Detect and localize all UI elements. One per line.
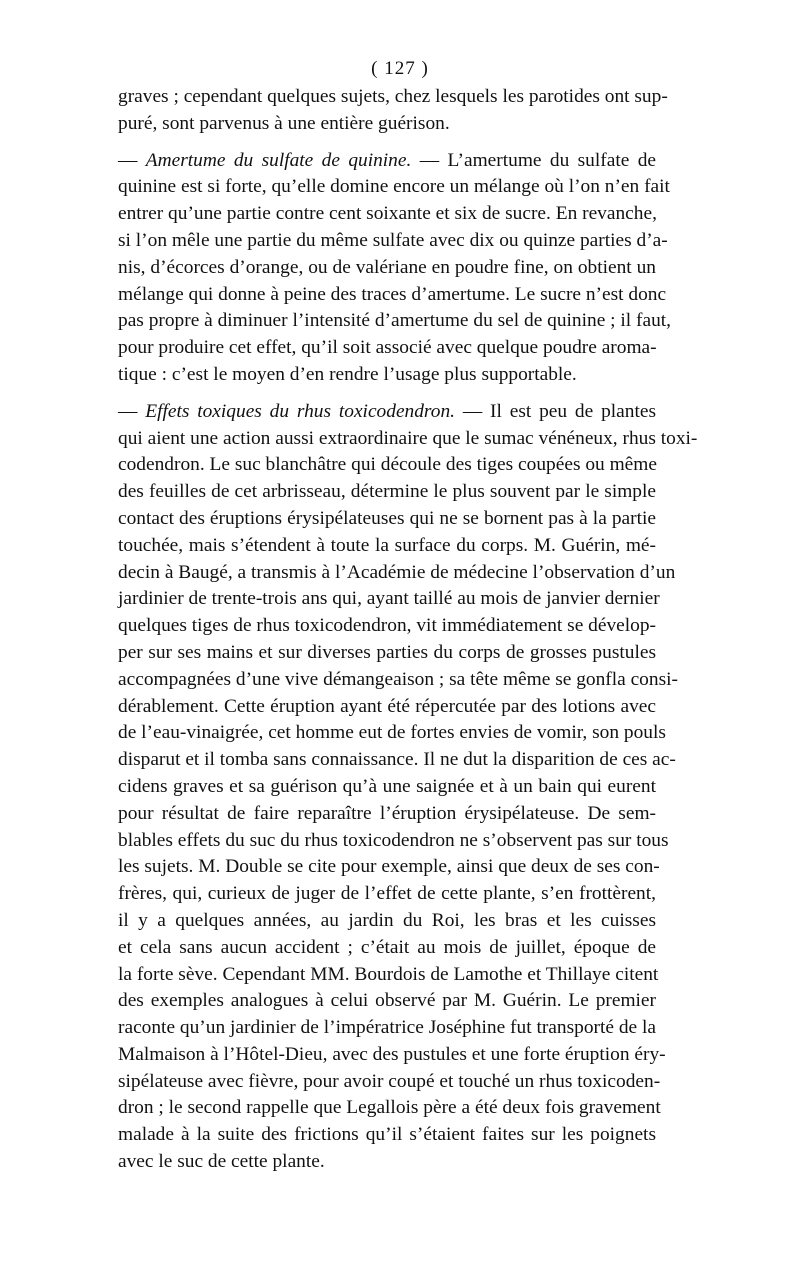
text-line: dérablement. Cette éruption ayant été répercutée par des lotions avec [118,695,656,717]
text-line: avec le suc de cette plante. [118,1151,325,1173]
text-line: contact des éruptions érysipélateuses qui ne se bornent pas à la partie [118,507,656,529]
paragraph-2 [118,148,672,389]
text-line: quinine est si forte, qu’elle domine encore un mélange où l’on n’en fait [118,176,670,198]
text-line: disparut et il tomba sans connaissance. Il ne dut la disparition de ces ac- [118,749,676,771]
text-line: blables effets du suc du rhus toxicodendron ne s’observent pas sur tous [118,829,669,851]
text-line [118,399,656,426]
text-line: des exemples analogues à celui observé par M. Guérin. Le premier [118,990,656,1012]
text-fragment: — Il est peu de plantes [455,400,656,422]
text-line: entrer qu’une partie contre cent soixante et six de sucre. En revanche, [118,203,657,225]
text-line: per sur ses mains et sur diverses parties du corps de grosses pustules [118,641,656,663]
text-line: pour résultat de faire reparaître l’éruption érysipélateuse. De sem- [118,802,656,824]
text-line: et cela sans aucun accident ; c’était au mois de juillet, époque de [118,936,656,958]
text-line: il y a quelques années, au jardin du Roi, les bras et les cuisses [118,909,656,931]
text-line: pas propre à diminuer l’intensité d’amertume du sel de quinine ; il faut, [118,310,672,332]
text-line: mélange qui donne à peine des traces d’amertume. Le sucre n’est donc [118,283,667,305]
text-line: si l’on mêle une partie du même sulfate avec dix ou quinze parties d’a- [118,229,668,251]
text-line: des feuilles de cet arbrisseau, détermine le plus souvent par le simple [118,481,656,503]
text-line: raconte qu’un jardinier de l’impératrice Joséphine fut transporté de la [118,1017,656,1039]
text-line: decin à Baugé, a transmis à l’Académie de médecine l’observation d’un [118,561,676,583]
text-line: graves ; cependant quelques sujets, chez lesquels les parotides ont sup- [118,86,668,107]
text-line: pour produire cet effet, qu’il soit associé avec quelque poudre aroma- [118,337,657,359]
section-title-amertume: Amertume du sulfate de quinine. [145,149,412,171]
paragraph-3 [118,399,698,1176]
text-line: Malmaison à l’Hôtel-Dieu, avec des pustules et une forte éruption éry- [118,1043,666,1065]
text-line: la forte sève. Cependant MM. Bourdois de Lamothe et Thillaye citent [118,963,659,985]
section-dash: — [118,149,146,171]
text-line: de l’eau-vinaigrée, cet homme eut de fortes envies de vomir, son pouls [118,722,666,744]
section-title-effets-toxiques: Effets toxiques du rhus toxicodendron. [145,400,455,422]
text-line: puré, sont parvenus à une entière guérison. [118,112,450,134]
text-line: jardinier de trente-trois ans qui, ayant taillé au mois de janvier dernier [118,588,660,610]
text-line: nis, d’écorces d’orange, ou de valériane en poudre fine, on obtient un [118,256,656,278]
paragraph-1 [118,84,668,138]
page-number: ( 127 ) [371,58,429,79]
body-text [118,84,698,1176]
text-line: sipélateuse avec fièvre, pour avoir coupé et touché un rhus toxicoden- [118,1070,661,1092]
text-line: dron ; le second rappelle que Legallois père a été deux fois gravement [118,1097,661,1119]
text-line: tique : c’est le moyen d’en rendre l’usage plus supportable. [118,363,577,385]
text-line: les sujets. M. Double se cite pour exemple, ainsi que deux de ses con- [118,856,660,878]
text-line: codendron. Le suc blanchâtre qui découle des tiges coupées ou même [118,454,657,476]
text-line: touchée, mais s’étendent à toute la surface du corps. M. Guérin, mé- [118,534,656,556]
text-fragment: — L’amertume du sulfate de [411,149,656,171]
text-line: frères, qui, curieux de juger de l’effet de cette plante, s’en frottèrent, [118,883,656,905]
section-dash: — [118,400,146,422]
text-line: qui aient une action aussi extraordinaire que le sumac vénéneux, rhus toxi- [118,427,698,449]
text-line: cidens graves et sa guérison qu’à une saignée et à un bain qui eurent [118,775,656,797]
text-line: malade à la suite des frictions qu’il s’étaient faites sur les poignets [118,1124,656,1146]
text-line: quelques tiges de rhus toxicodendron, vit immédiatement se dévelop- [118,615,656,637]
text-line: accompagnées d’une vive démangeaison ; sa tête même se gonfla consi- [118,668,678,690]
text-line [118,148,656,175]
